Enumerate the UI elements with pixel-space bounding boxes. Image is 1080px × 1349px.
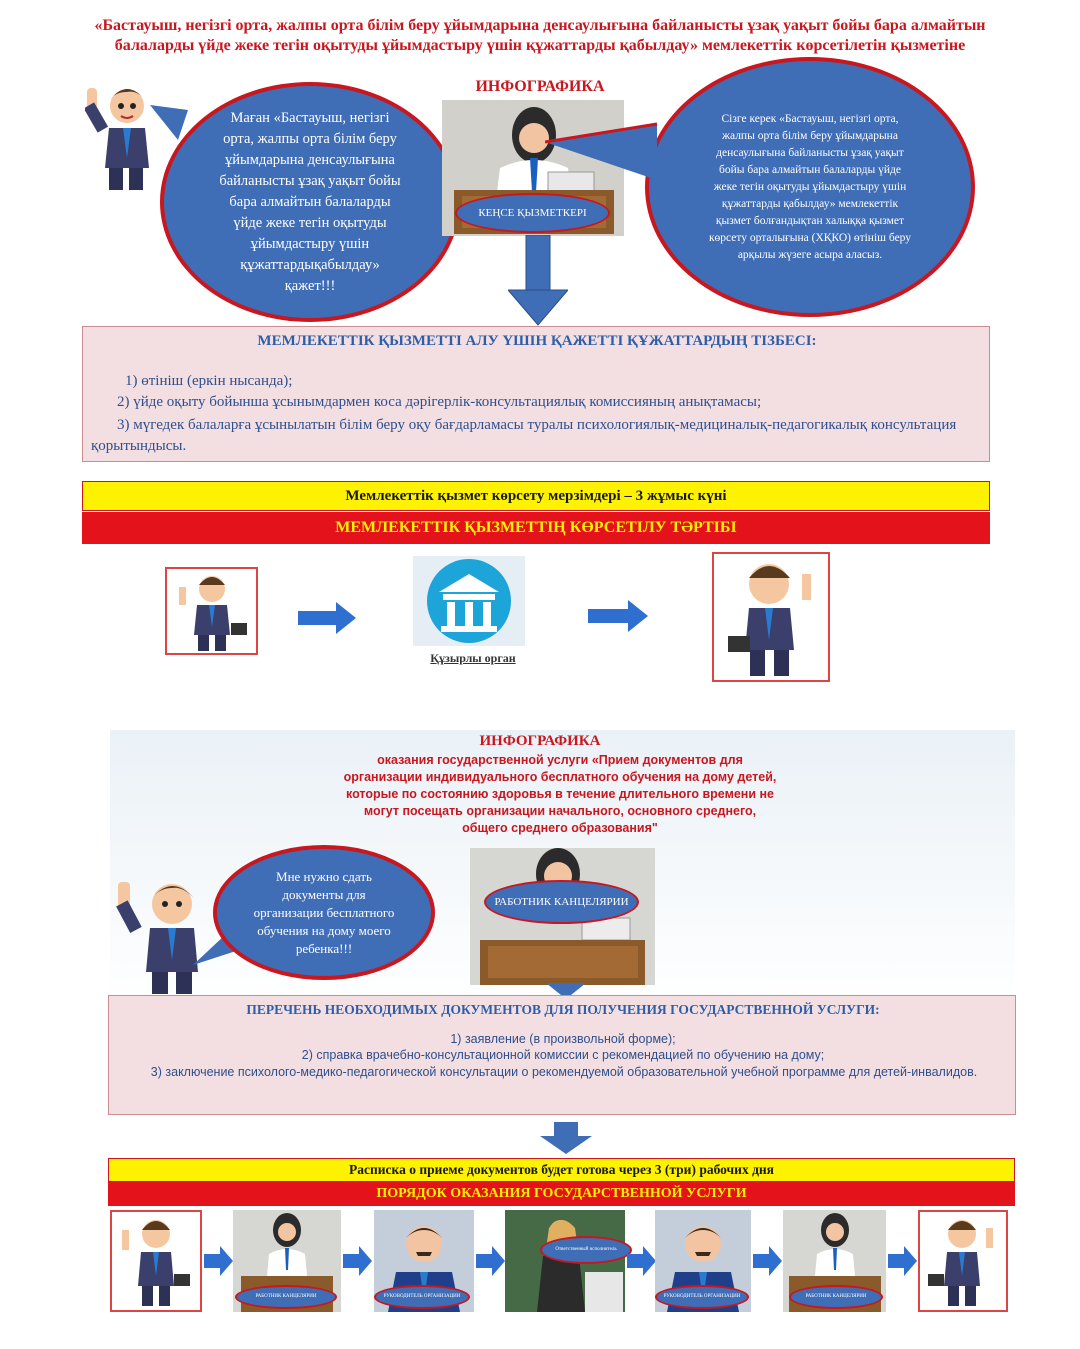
ru-flow-label: РАБОТНИК КАНЦЕЛЯРИИ [789, 1285, 883, 1309]
kz-right-speech-bubble [645, 57, 975, 317]
kz-down-arrow [508, 235, 568, 332]
ru-flow-arrow [476, 1246, 506, 1281]
kz-right-bubble-text: Сізге керек «Бастауыш, негізгі орта, жалпы орта білім беру ұйымдарына денсаулығына байланысты ұзақ уақыт бойы бара алмайтын балаларды үйде жеке тегін оқытуды ұйымдастыру үшін құжаттарды қабылдау» мемлекеттік қызмет болғандықтан халыққа қызмет көрсету орталығына (ХҚКО) өтініш беру арқылы жүзеге асыра аласыз. [708, 112, 912, 261]
ru-flow-label: Ответственный исполнитель [540, 1236, 632, 1264]
ru-documents-panel [108, 995, 1016, 1115]
ru-flow-person-end [918, 1210, 1008, 1312]
authority-building-icon [413, 556, 525, 651]
ru-speech-bubble [213, 845, 435, 980]
ru-doc-item: 3) заключение психолого-медико-педагогической консультации о рекомендуемой образовательной учебной программе для детей-инвалидов. [150, 1065, 978, 1079]
ru-doc-item: 2) справка врачебно-консультационной комиссии с рекомендацией по обучению на дому; [301, 1048, 825, 1062]
kz-doc-item: 3) мүгедек балаларға ұсынылатын білім беру оқу бағдарламасы туралы психологиялық-медициналық-педагогикалық консультация қорытындысы. [91, 417, 957, 454]
ru-down-arrow [540, 1122, 592, 1161]
kz-infographic-heading: ИНФОГРАФИКА [475, 78, 605, 95]
kz-title: «Бастауыш, негізгі орта, жалпы орта білім беру ұйымдарына денсаулығына байланысты ұзақ уақыт бойы бара алмайтын балаларды үйде жеке тегін оқытуды ұйымдастыру үшін құжаттарды қабылдау» мемлекеттік көрсетілетін қызметіне [94, 17, 986, 54]
ru-flow-label: РУКОВОДИТЕЛЬ ОРГАНИЗАЦИИ [374, 1285, 470, 1309]
kz-flow-arrow [588, 600, 650, 637]
kz-flow-arrow [298, 602, 358, 639]
ru-order-banner: ПОРЯДОК ОКАЗАНИЯ ГОСУДАРСТВЕННОЙ УСЛУГИ [108, 1182, 1015, 1206]
kz-flow-person-start [165, 567, 258, 655]
kz-term-banner: Мемлекеттік қызмет көрсету мерзімдері – 3 жұмыс күні [82, 481, 990, 511]
authority-label: Құзырлы орган [430, 651, 516, 665]
ru-flow-arrow [627, 1246, 657, 1281]
ru-receipt-banner: Расписка о приеме документов будет готова через 3 (три) рабочих дня [108, 1158, 1015, 1182]
kz-left-bubble-tail [150, 100, 190, 145]
kz-documents-title: МЕМЛЕКЕТТІК ҚЫЗМЕТТІ АЛУ ҮШІН ҚАЖЕТТІ ҚҰЖАТТАРДЫҢ ТІЗБЕСІ: [257, 333, 817, 349]
ru-flow-label: РУКОВОДИТЕЛЬ ОРГАНИЗАЦИИ [655, 1285, 749, 1309]
ru-flow-person-start [110, 1210, 202, 1312]
kz-doc-item: 2) үйде оқыту бойынша ұсынымдармен коса дәрігерлік-консультациялық комиссияның анықтамасы; [117, 394, 762, 410]
kz-left-speech-bubble [160, 82, 460, 322]
ru-title: оказания государственной услуги «Прием документов для организации индивидуального бесплатного обучения на дому детей, которые по состоянию здоровья в течение длительного времени не могут посещать организации начального, основного среднего, общего среднего образования" [343, 753, 777, 835]
kz-left-bubble-text: Маған «Бастауыш, негізгі орта, жалпы орта білім беру ұйымдарына денсаулығына байланысты ұзақ уақыт бойы бара алмайтын балаларды үйде жеке тегін оқытуды ұйымдастыру үшін құжаттардықабылдау» қажет!!! [219, 109, 401, 294]
ru-flow-label: РАБОТНИК КАНЦЕЛЯРИИ [235, 1285, 337, 1309]
ru-infographic-heading: ИНФОГРАФИКА [479, 733, 601, 749]
ru-documents-title: ПЕРЕЧЕНЬ НЕОБХОДИМЫХ ДОКУМЕНТОВ ДЛЯ ПОЛУЧЕНИЯ ГОСУДАРСТВЕННОЙ УСЛУГИ: [246, 1002, 880, 1017]
ru-flow-arrow [204, 1246, 234, 1281]
ru-flow-arrow [888, 1246, 918, 1281]
ru-flow-arrow [753, 1246, 783, 1281]
ru-flow-arrow [343, 1246, 373, 1281]
ru-clerk-label: РАБОТНИК КАНЦЕЛЯРИИ [484, 880, 639, 924]
kz-flow-person-end [712, 552, 830, 682]
ru-doc-item: 1) заявление (в произвольной форме); [450, 1032, 676, 1046]
kz-right-bubble-tail [545, 120, 660, 195]
kz-documents-panel [82, 326, 990, 462]
ru-bubble-text: Мне нужно сдать документы для организации бесплатного обучения на дому моего ребенка!!! [253, 868, 395, 956]
kz-clerk-label: КЕҢСЕ ҚЫЗМЕТКЕРІ [455, 193, 610, 233]
kz-order-banner: МЕМЛЕКЕТТІК ҚЫЗМЕТТІҢ КӨРСЕТІЛУ ТӘРТІБІ [82, 512, 990, 544]
kz-doc-item: 1) өтініш (еркін нысанда); [125, 373, 293, 389]
